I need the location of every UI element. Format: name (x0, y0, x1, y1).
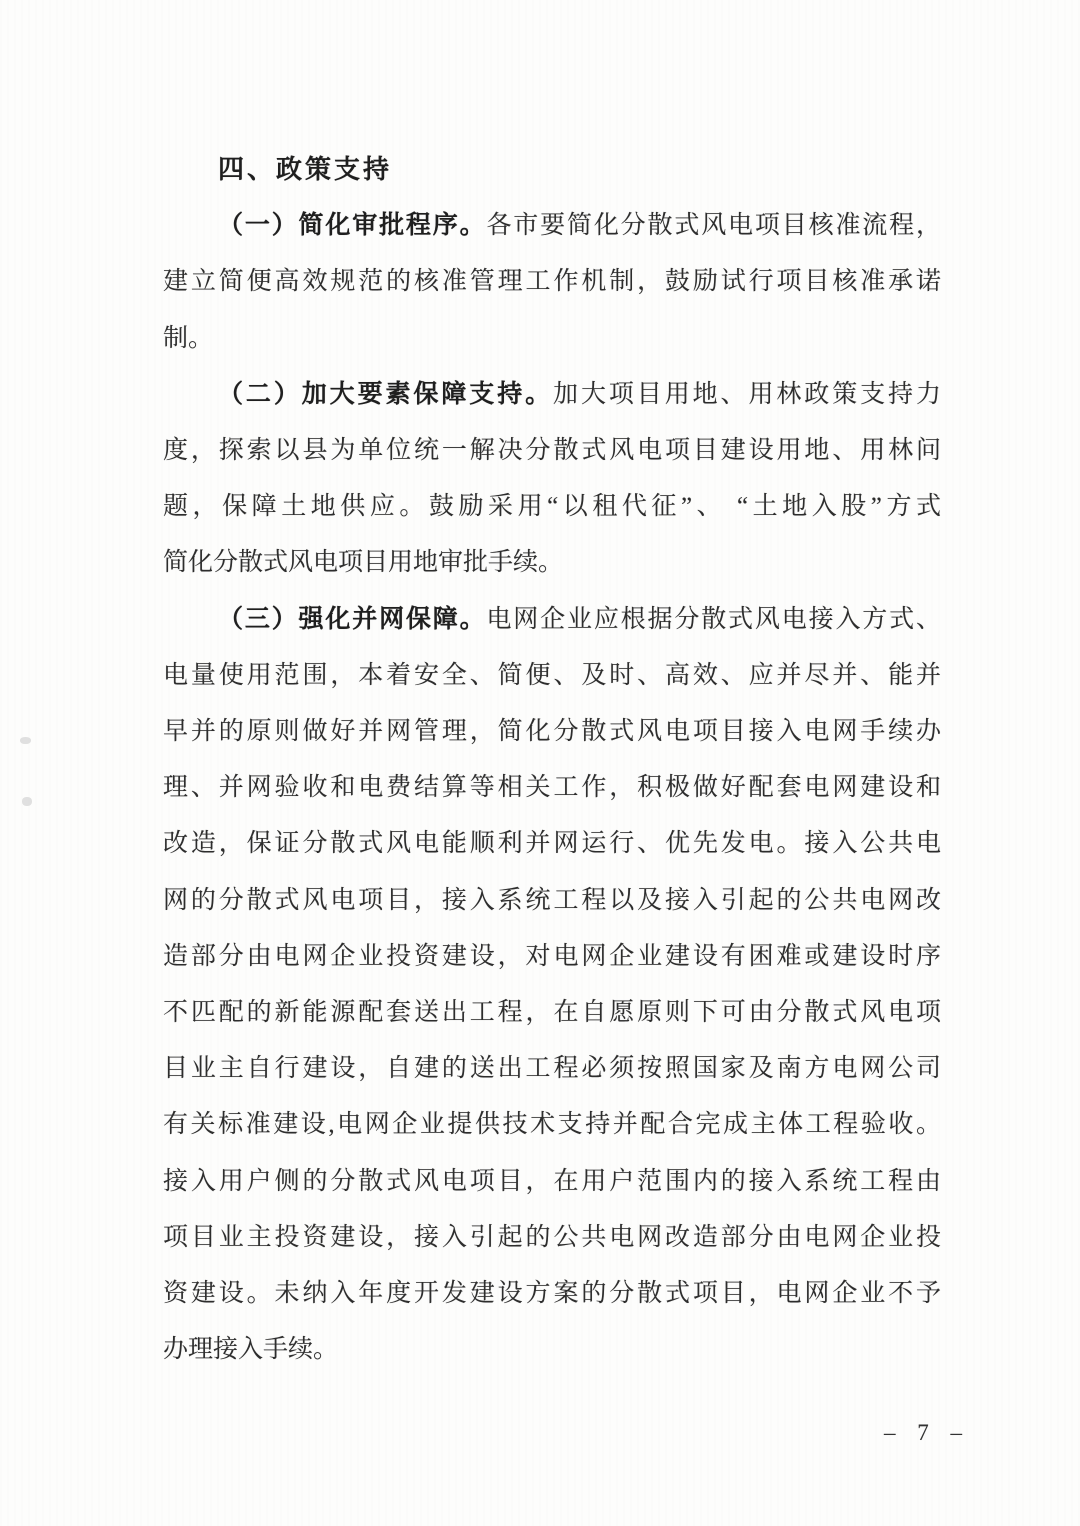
text-line: 简化分散式风电项目用地审批手续。 (163, 549, 564, 577)
paragraph-lead-line (163, 592, 941, 648)
text-line: 资建设。未纳入年度开发建设方案的分散式项目，电网企业不予 (163, 1280, 941, 1308)
text-line: 加大项目用地、用林政策支持力 (553, 380, 941, 408)
text-line: 早并的原则做好并网管理，简化分散式风电项目接入电网手续办 (163, 718, 941, 746)
text-line: 制。 (163, 324, 214, 352)
text-line: 建立简便高效规范的核准管理工作机制，鼓励试行项目核准承诺 (163, 268, 941, 296)
text-line: 造部分由电网企业投资建设，对电网企业建设有困难或建设时序 (163, 942, 941, 970)
text-line: 电量使用范围，本着安全、简便、及时、高效、应并尽并、能并 (163, 661, 941, 689)
text-line: 网的分散式风电项目，接入系统工程以及接入引起的公共电网改 (163, 886, 941, 914)
section-heading: 四、政策支持 (218, 155, 393, 184)
scan-artifact (20, 737, 31, 744)
text-line: 办理接入手续。 (163, 1336, 339, 1364)
paragraph-lead-line (163, 198, 941, 254)
page-number: – 7 – (884, 1420, 970, 1445)
section-lead-label: （二）加大要素保障支持。 (218, 380, 554, 408)
text-line: 接入用户侧的分散式风电项目，在用户范围内的接入系统工程由 (163, 1167, 941, 1195)
document-body (163, 142, 941, 1378)
paragraph-lead-line (163, 367, 941, 423)
text-line: 改造，保证分散式风电能顺利并网运行、优先发电。接入公共电 (163, 830, 941, 858)
text-line: 题，保障土地供应。鼓励采用“以租代征”、 “土地入股”方式 (163, 493, 941, 521)
text-line: 电网企业应根据分散式风电接入方式、 (486, 605, 941, 633)
text-line: 目业主自行建设，自建的送出工程必须按照国家及南方电网公司 (163, 1055, 941, 1083)
text-line: 不匹配的新能源配套送出工程，在自愿原则下可由分散式风电项 (163, 999, 941, 1027)
section-lead-label: （三）强化并网保障。 (218, 605, 487, 633)
text-line: 有关标准建设,电网企业提供技术支持并配合完成主体工程验收。 (163, 1111, 941, 1139)
text-line: 各市要简化分散式风电项目核准流程， (486, 212, 941, 240)
text-line: 理、并网验收和电费结算等相关工作，积极做好配套电网建设和 (163, 774, 941, 802)
text-line: 度，探索以县为单位统一解决分散式风电项目建设用地、用林问 (163, 437, 941, 465)
text-line: 项目业主投资建设，接入引起的公共电网改造部分由电网企业投 (163, 1223, 941, 1251)
scan-artifact (22, 797, 32, 806)
section-lead-label: （一）简化审批程序。 (218, 212, 487, 240)
